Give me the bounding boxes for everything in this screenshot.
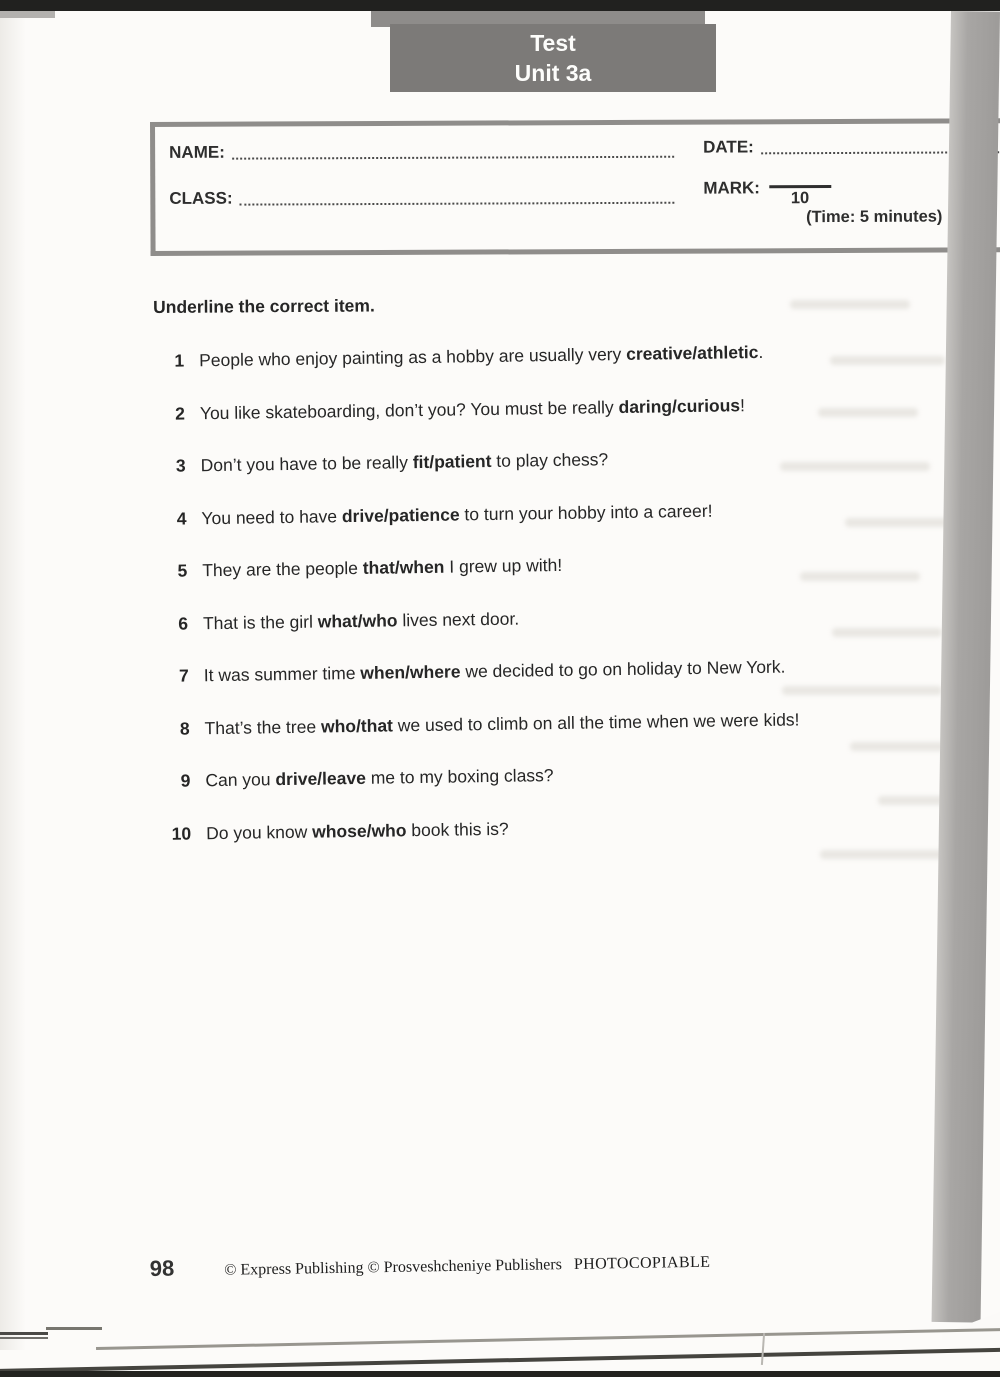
question-text: People who enjoy painting as a hobby are usually very creative/athletic. (198, 341, 764, 371)
instruction-text: Underline the correct item. (153, 295, 375, 317)
mark-fraction (769, 185, 831, 208)
mark-fraction-bar (769, 185, 831, 188)
question-number: 10 (171, 822, 192, 844)
time-note: (Time: 5 minutes) (806, 207, 943, 227)
question-text: That is the girl what/who lives next door. (202, 608, 520, 633)
test-header-banner (390, 24, 716, 92)
question-4 (152, 499, 892, 529)
question-5 (153, 551, 893, 581)
question-number: 9 (180, 770, 191, 791)
class-field (169, 187, 674, 209)
left-edge-shadow (0, 10, 26, 1350)
photocopiable-label: PHOTOCOPIABLE (573, 1253, 711, 1273)
question-number: 7 (178, 665, 189, 686)
question-number: 4 (176, 507, 187, 529)
page-stack-edge (46, 1327, 102, 1330)
mark-label: MARK: (703, 178, 760, 198)
header-title-line2: Unit 3a (514, 60, 592, 86)
class-label: CLASS: (169, 188, 233, 208)
copyright-text: © Express Publishing © Prosveshcheniye Publishers (224, 1256, 563, 1279)
question-number: 8 (179, 717, 190, 739)
question-10 (157, 813, 897, 843)
date-label: DATE: (703, 137, 754, 157)
scanner-top-edge (0, 0, 1000, 11)
question-number: 2 (175, 402, 186, 424)
question-number: 1 (174, 350, 185, 371)
student-info-box (150, 118, 1000, 256)
header-title-line1: Test (530, 30, 576, 56)
question-text: It was summer time when/where we decided to go on holiday to New York. (203, 656, 786, 686)
name-label: NAME: (169, 142, 225, 162)
question-number: 3 (175, 455, 186, 476)
question-text: You like skateboarding, don’t you? You must be really daring/curious! (199, 394, 746, 423)
question-text: Do you know whose/who book this is? (205, 818, 509, 843)
question-text: Don’t you have to be really fit/patient to play chess? (200, 449, 609, 476)
question-number: 5 (177, 560, 188, 581)
page-number: 98 (149, 1255, 175, 1282)
class-fill-in-line (240, 202, 675, 206)
page-stack-edge (0, 1332, 48, 1335)
page-stack-edge (0, 1337, 48, 1339)
question-9 (156, 761, 896, 791)
question-text: You need to have drive/patience to turn your hobby into a career! (201, 500, 713, 528)
mark-denominator: 10 (790, 188, 810, 207)
name-field (169, 141, 674, 163)
question-text: They are the people that/when I grew up with! (202, 554, 563, 581)
bleedthrough-smudge (790, 300, 910, 309)
mark-field (703, 178, 831, 208)
question-8 (155, 708, 895, 738)
question-text: That’s the tree who/that we used to climb on all the time when we were kids! (204, 708, 800, 738)
question-list (150, 341, 898, 877)
question-text: Can you drive/leave me to my boxing class? (205, 765, 554, 791)
question-3 (152, 446, 892, 476)
question-6 (154, 603, 894, 633)
name-fill-in-line (232, 156, 674, 160)
question-number: 6 (178, 612, 189, 634)
question-2 (151, 394, 891, 424)
top-edge-chip (0, 11, 55, 18)
scanner-bottom-edge (0, 1371, 1000, 1377)
question-7 (155, 656, 895, 686)
